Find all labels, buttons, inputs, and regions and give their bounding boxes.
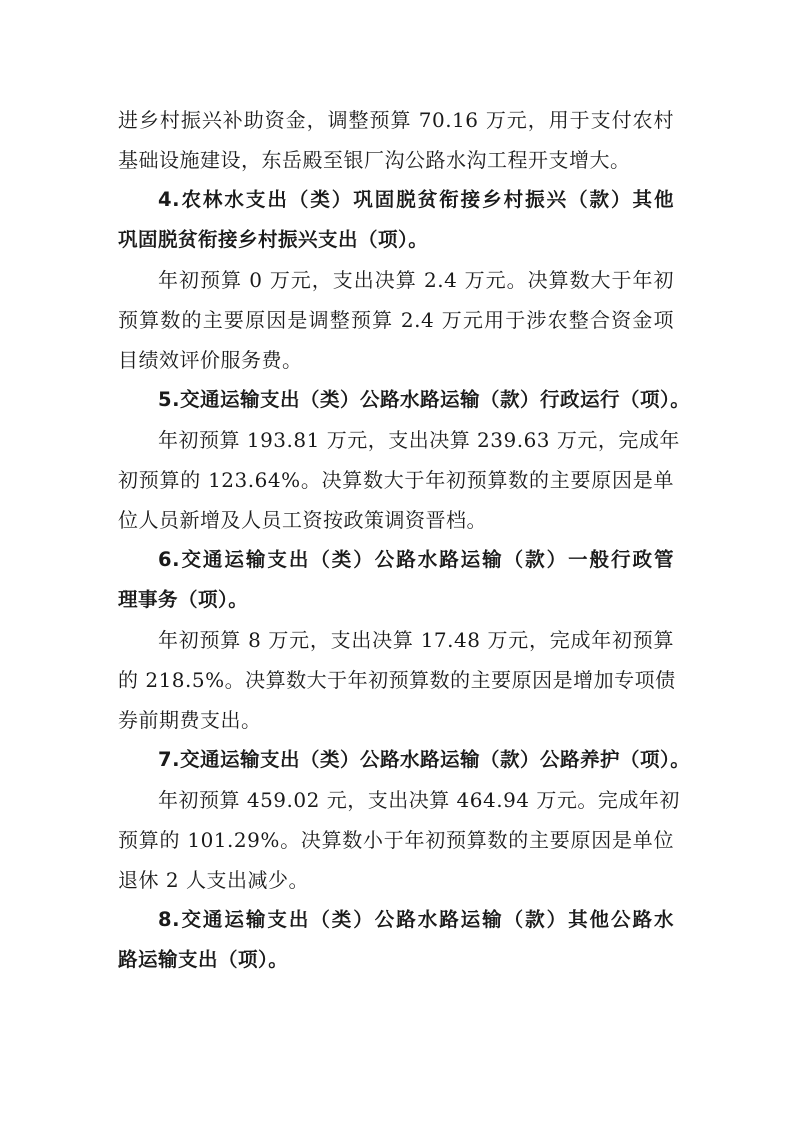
paragraph-line: 的 218.5%。决算数大于年初预算数的主要原因是增加专项债 (118, 668, 676, 692)
paragraph-line: 基础设施建设，东岳殿至银厂沟公路水沟工程开支增大。 (118, 148, 631, 172)
paragraph-line: 退休 2 人支出减少。 (118, 868, 309, 892)
paragraph-line: 年初预算 0 万元，支出决算 2.4 万元。决算数大于年初 (158, 268, 674, 292)
paragraph-line: 预算数的主要原因是调整预算 2.4 万元用于涉农整合资金项 (118, 308, 674, 332)
section-heading-7: 7.交通运输支出（类）公路水路运输（款）公路养护（项）。 (158, 748, 691, 771)
paragraph-line: 初预算的 123.64%。决算数大于年初预算数的主要原因是单 (118, 468, 674, 492)
paragraph-line: 预算的 101.29%。决算数小于年初预算数的主要原因是单位 (118, 828, 674, 852)
paragraph-line: 目绩效评价服务费。 (118, 348, 303, 372)
section-heading-8: 8.交通运输支出（类）公路水路运输（款）其他公路水 (158, 908, 674, 931)
paragraph-line: 年初预算 459.02 元，支出决算 464.94 万元。完成年初 (158, 788, 680, 812)
section-heading-5: 5.交通运输支出（类）公路水路运输（款）行政运行（项）。 (158, 388, 691, 411)
section-heading-6-cont: 理事务（项）。 (118, 588, 249, 611)
paragraph-line: 进乡村振兴补助资金，调整预算 70.16 万元，用于支付农村 (118, 108, 674, 132)
section-heading-8-cont: 路运输支出（项）。 (118, 948, 289, 971)
document-body (118, 100, 691, 980)
section-heading-4: 4.农林水支出（类）巩固脱贫衔接乡村振兴（款）其他 (158, 188, 674, 211)
section-heading-6: 6.交通运输支出（类）公路水路运输（款）一般行政管 (158, 548, 674, 571)
paragraph-line: 位人员新增及人员工资按政策调资晋档。 (118, 508, 487, 532)
paragraph-line: 年初预算 8 万元，支出决算 17.48 万元，完成年初预算 (158, 628, 674, 652)
paragraph-line: 年初预算 193.81 万元，支出决算 239.63 万元，完成年 (158, 428, 680, 452)
section-heading-4-cont: 巩固脱贫衔接乡村振兴支出（项）。 (118, 228, 429, 251)
paragraph-line: 券前期费支出。 (118, 708, 262, 732)
